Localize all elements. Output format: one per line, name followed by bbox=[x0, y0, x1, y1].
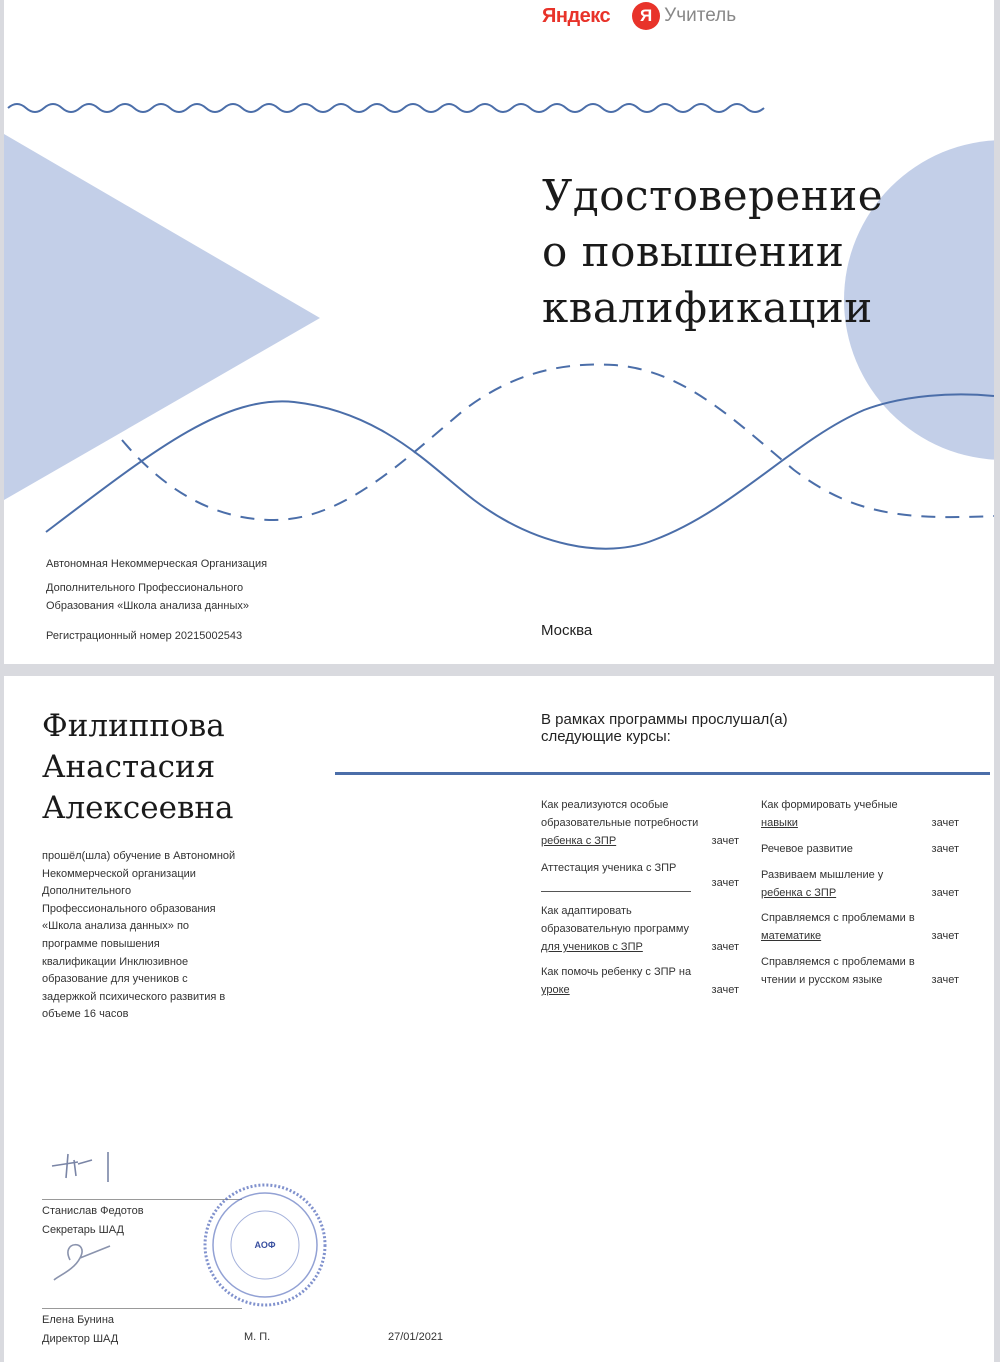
courses-heading-line: следующие курсы: bbox=[541, 728, 671, 745]
completion-statement bbox=[42, 848, 292, 1024]
statement-line: образование для учеников с bbox=[42, 973, 188, 986]
triangle-shape bbox=[4, 134, 320, 500]
title-line-3: квалификации bbox=[542, 283, 873, 332]
official-seal bbox=[200, 1180, 330, 1310]
surname: Филиппова bbox=[42, 708, 225, 744]
yandex-teacher-logo bbox=[632, 2, 736, 30]
courses-heading-line: В рамках программы прослушал(а) bbox=[541, 711, 788, 728]
signer-1-role: Секретарь ШАД bbox=[42, 1224, 124, 1236]
solid-wave bbox=[46, 394, 994, 548]
course-result: зачет bbox=[711, 835, 739, 847]
signature-bunina bbox=[50, 1240, 120, 1290]
statement-line: программе повышения bbox=[42, 937, 160, 950]
certificate-cover bbox=[4, 0, 994, 664]
course-item bbox=[541, 902, 739, 956]
statement-line: объеме 16 часов bbox=[42, 1008, 129, 1021]
patronymic: Алексеевна bbox=[42, 790, 234, 826]
course-result: зачет bbox=[931, 974, 959, 986]
course-blank-line bbox=[541, 877, 691, 892]
stamp-place-label: М. П. bbox=[244, 1331, 271, 1343]
course-title-last: чтении и русском языке bbox=[761, 974, 883, 986]
course-item bbox=[761, 953, 959, 989]
org-name-line-2: Дополнительного Профессионального bbox=[46, 582, 244, 594]
statement-line: Профессионального образования bbox=[42, 902, 216, 915]
courses-heading bbox=[541, 711, 901, 745]
course-item bbox=[761, 909, 959, 945]
courses-divider bbox=[335, 772, 990, 775]
statement-line: задержкой психического развития в bbox=[42, 990, 226, 1003]
course-title-last: математике bbox=[761, 930, 822, 942]
course-title-line: Как реализуются особые bbox=[541, 799, 669, 811]
yandex-logo: Яндекс bbox=[542, 4, 611, 27]
organization-info bbox=[46, 555, 267, 651]
course-result: зачет bbox=[931, 843, 959, 855]
registration-number: Регистрационный номер 20215002543 bbox=[46, 630, 243, 642]
signer-1-name: Станислав Федотов bbox=[42, 1205, 144, 1217]
statement-line: Некоммерческой организации bbox=[42, 867, 196, 880]
first-name: Анастасия bbox=[42, 749, 216, 785]
signer-2-name: Елена Бунина bbox=[42, 1314, 115, 1326]
course-item bbox=[541, 859, 739, 892]
statement-line: квалификации Инклюзивное bbox=[42, 955, 189, 968]
statement-line: Дополнительного bbox=[42, 885, 132, 898]
course-title-line: Аттестация ученика с ЗПР bbox=[541, 862, 677, 874]
course-title-line: Как формировать учебные bbox=[761, 799, 898, 811]
course-title-last: ребенка с ЗПР bbox=[541, 835, 617, 847]
course-result: зачет bbox=[931, 887, 959, 899]
brand-header bbox=[542, 2, 736, 30]
signature-fedotov bbox=[48, 1148, 138, 1188]
course-title-line: Как адаптировать bbox=[541, 905, 632, 917]
recipient-name bbox=[42, 706, 234, 829]
course-result: зачет bbox=[711, 877, 739, 889]
statement-line: прошёл(шла) обучение в Автономной bbox=[42, 850, 236, 862]
course-result: зачет bbox=[931, 930, 959, 942]
signer-2-role: Директор ШАД bbox=[42, 1333, 119, 1345]
course-title-last: для учеников с ЗПР bbox=[541, 941, 643, 953]
course-title-line: образовательные потребности bbox=[541, 817, 699, 829]
course-title-line: Развиваем мышление у bbox=[761, 869, 884, 881]
course-item bbox=[541, 796, 739, 850]
org-name-line-1: Автономная Некоммерческая Организация bbox=[46, 558, 268, 570]
signer-1 bbox=[42, 1202, 144, 1240]
course-title-last: уроке bbox=[541, 984, 570, 996]
course-title-last: навыки bbox=[761, 817, 798, 829]
course-item bbox=[761, 796, 959, 832]
course-title-last: ребенка с ЗПР bbox=[761, 887, 837, 899]
wavy-top-line bbox=[8, 104, 764, 112]
certificate-title bbox=[542, 168, 962, 336]
course-item bbox=[541, 963, 739, 999]
org-name-line-3: Образования «Школа анализа данных» bbox=[46, 600, 249, 612]
signer-2 bbox=[42, 1311, 118, 1349]
course-title-line: образовательную программу bbox=[541, 923, 690, 935]
course-title-line: Справляемся с проблемами в bbox=[761, 912, 915, 924]
course-item bbox=[761, 840, 959, 858]
title-line-2: о повышении bbox=[542, 227, 845, 276]
course-title-last: Речевое развитие bbox=[761, 843, 853, 855]
course-item bbox=[761, 866, 959, 902]
course-result: зачет bbox=[711, 984, 739, 996]
teacher-label: Учитель bbox=[664, 5, 737, 26]
issue-date: 27/01/2021 bbox=[388, 1331, 444, 1343]
statement-line: «Школа анализа данных» по bbox=[42, 920, 190, 933]
title-line-1: Удостоверение bbox=[542, 171, 884, 220]
dashed-wave bbox=[122, 365, 994, 520]
city: Москва bbox=[541, 622, 593, 639]
course-result: зачет bbox=[931, 817, 959, 829]
seal-text: АОФ bbox=[254, 1240, 276, 1250]
course-title-line: Как помочь ребенку с ЗПР на bbox=[541, 966, 692, 978]
course-title-line: Справляемся с проблемами в bbox=[761, 956, 915, 968]
yandex-mark-icon: Я bbox=[632, 2, 660, 30]
course-result: зачет bbox=[711, 941, 739, 953]
